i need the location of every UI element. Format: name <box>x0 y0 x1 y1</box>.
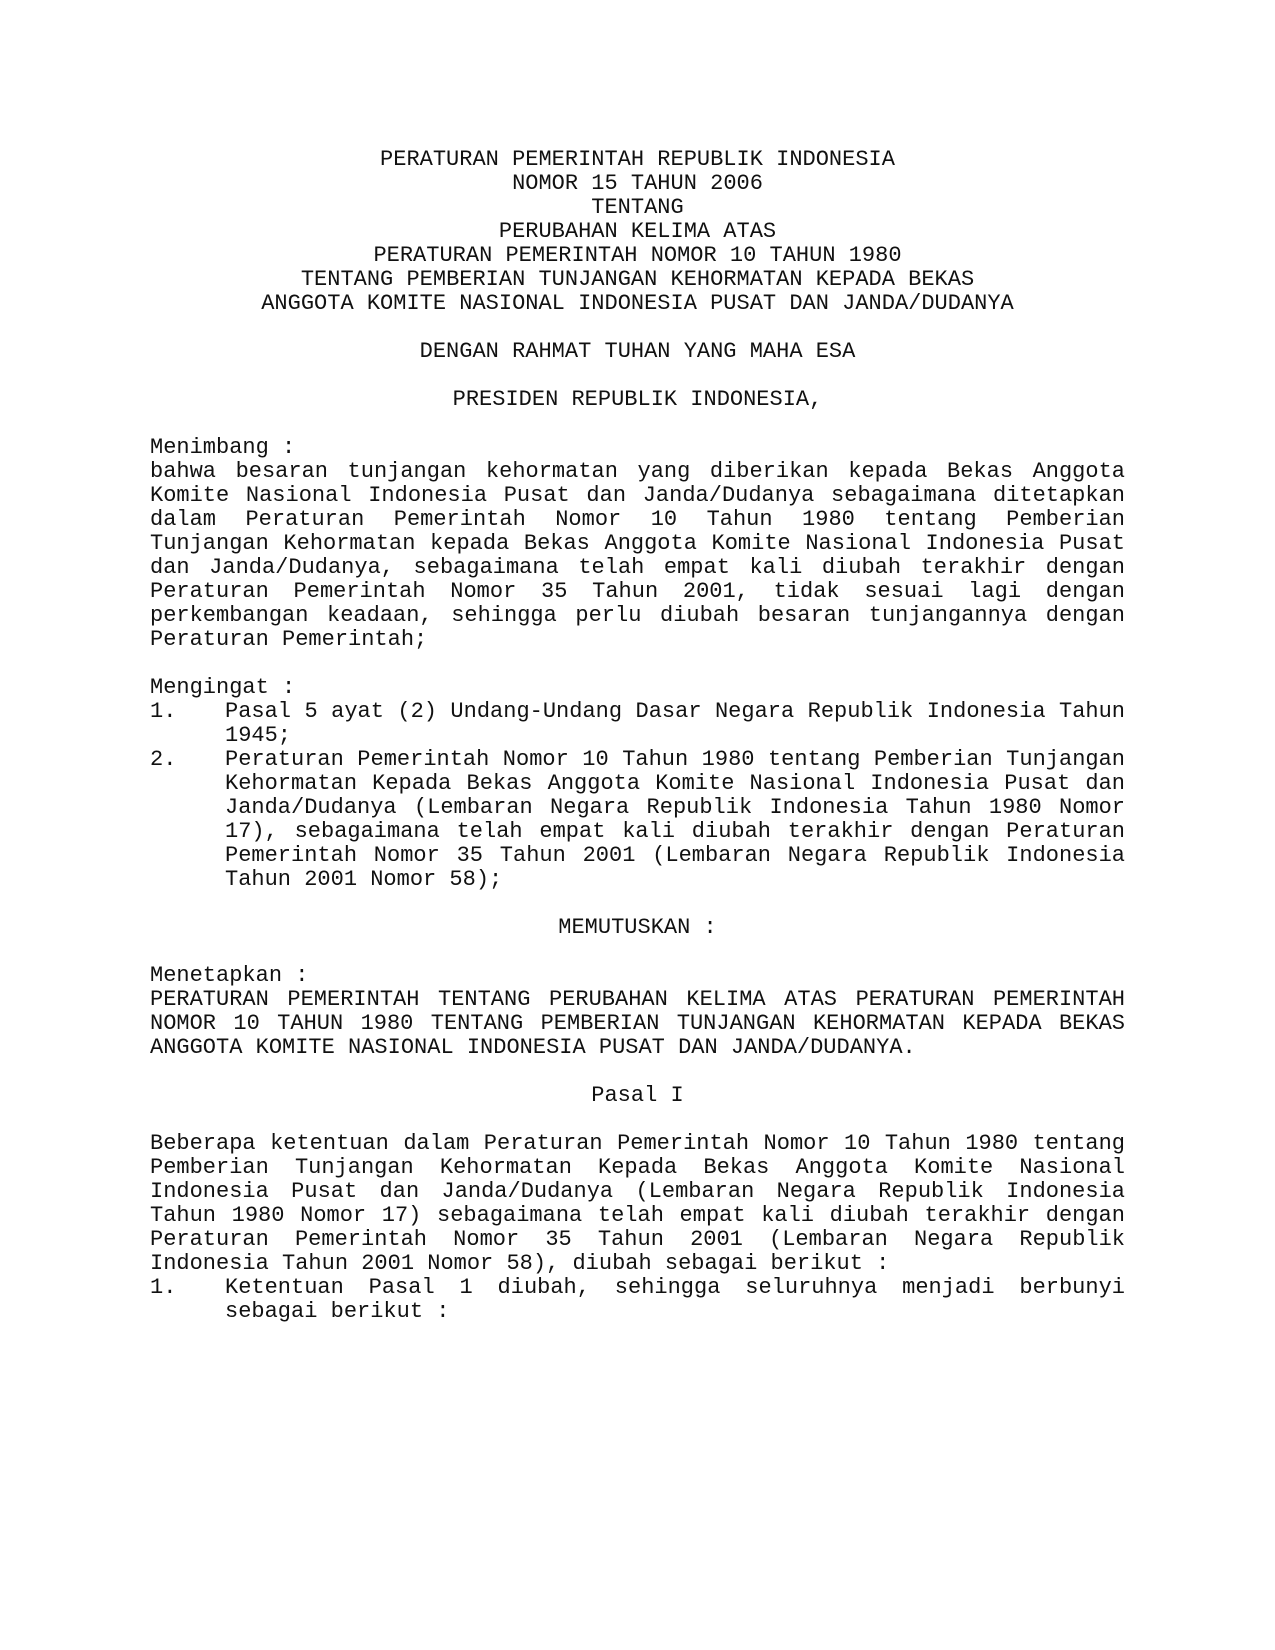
mengingat-label: Mengingat : <box>150 675 296 700</box>
title-line: PERATURAN PEMERINTAH REPUBLIK INDONESIA <box>380 147 895 172</box>
president-heading: PRESIDEN REPUBLIK INDONESIA, <box>452 387 823 412</box>
list-item-number: 2. <box>150 747 177 772</box>
title-line: NOMOR 15 TAHUN 2006 <box>512 171 763 196</box>
list-item <box>150 748 1125 892</box>
memutuskan-heading: MEMUTUSKAN : <box>558 915 717 940</box>
document-page <box>150 148 1125 1324</box>
menimbang-label: Menimbang : <box>150 435 296 460</box>
pasal-text: Beberapa ketentuan dalam Peraturan Pemerintah Nomor 10 Tahun 1980 tentang Pemberian Tunjangan Kehormatan Kepada Bekas Anggota Komite Nasional Indonesia Pusat dan Janda/Dudanya (Lembaran Negara Republik Indonesia Tahun 1980 Nomor 17) sebagaimana telah empat kali diubah terakhir dengan Peraturan Pemerintah Nomor 35 Tahun 2001 (Lembaran Negara Republik Indonesia Tahun 2001 Nomor 58), diubah sebagai berikut : <box>150 1131 1125 1276</box>
title-line: PERATURAN PEMERINTAH NOMOR 10 TAHUN 1980 <box>373 243 902 268</box>
document-title <box>150 148 1125 316</box>
invocation: DENGAN RAHMAT TUHAN YANG MAHA ESA <box>419 339 856 364</box>
pasal-heading: Pasal I <box>591 1083 684 1108</box>
list-item <box>150 1276 1125 1324</box>
list-item-number: 1. <box>150 699 177 724</box>
menetapkan-text: PERATURAN PEMERINTAH TENTANG PERUBAHAN KELIMA ATAS PERATURAN PEMERINTAH NOMOR 10 TAHUN 1980 TENTANG PEMBERIAN TUNJANGAN KEHORMATAN KEPADA BEKAS ANGGOTA KOMITE NASIONAL INDONESIA PUSAT DAN JANDA/DUDANYA. <box>150 987 1125 1060</box>
menetapkan-section <box>150 964 1125 1060</box>
title-line: TENTANG <box>591 195 684 220</box>
title-line: TENTANG PEMBERIAN TUNJANGAN KEHORMATAN KEPADA BEKAS <box>300 267 975 292</box>
mengingat-section <box>150 676 1125 892</box>
list-item <box>150 700 1125 748</box>
menimbang-text: bahwa besaran tunjangan kehormatan yang diberikan kepada Bekas Anggota Komite Nasional Indonesia Pusat dan Janda/Dudanya sebagaimana ditetapkan dalam Peraturan Pemerintah Nomor 10 Tahun 1980 tentang Pemberian Tunjangan Kehormatan kepada Bekas Anggota Komite Nasional Indonesia Pusat dan Janda/Dudanya, sebagaimana telah empat kali diubah terakhir dengan Peraturan Pemerintah Nomor 35 Tahun 2001, tidak sesuai lagi dengan perkembangan keadaan, sehingga perlu diubah besaran tunjangannya dengan Peraturan Pemerintah; <box>150 459 1125 652</box>
menimbang-section <box>150 436 1125 652</box>
title-line: ANGGOTA KOMITE NASIONAL INDONESIA PUSAT DAN JANDA/DUDANYA <box>261 291 1014 316</box>
list-item-number: 1. <box>150 1275 177 1300</box>
list-item-text: Ketentuan Pasal 1 diubah, sehingga seluruhnya menjadi berbunyi sebagai berikut : <box>225 1275 1125 1324</box>
title-line: PERUBAHAN KELIMA ATAS <box>498 219 777 244</box>
list-item-text: Peraturan Pemerintah Nomor 10 Tahun 1980 tentang Pemberian Tunjangan Kehormatan Kepada Bekas Anggota Komite Nasional Indonesia Pusat dan Janda/Dudanya (Lembaran Negara Republik Indonesia Tahun 1980 Nomor 17), sebagaimana telah empat kali diubah terakhir dengan Peraturan Pemerintah Nomor 35 Tahun 2001 (Lembaran Negara Republik Indonesia Tahun 2001 Nomor 58); <box>225 747 1125 892</box>
menetapkan-label: Menetapkan : <box>150 963 309 988</box>
list-item-text: Pasal 5 ayat (2) Undang-Undang Dasar Negara Republik Indonesia Tahun 1945; <box>225 699 1125 748</box>
